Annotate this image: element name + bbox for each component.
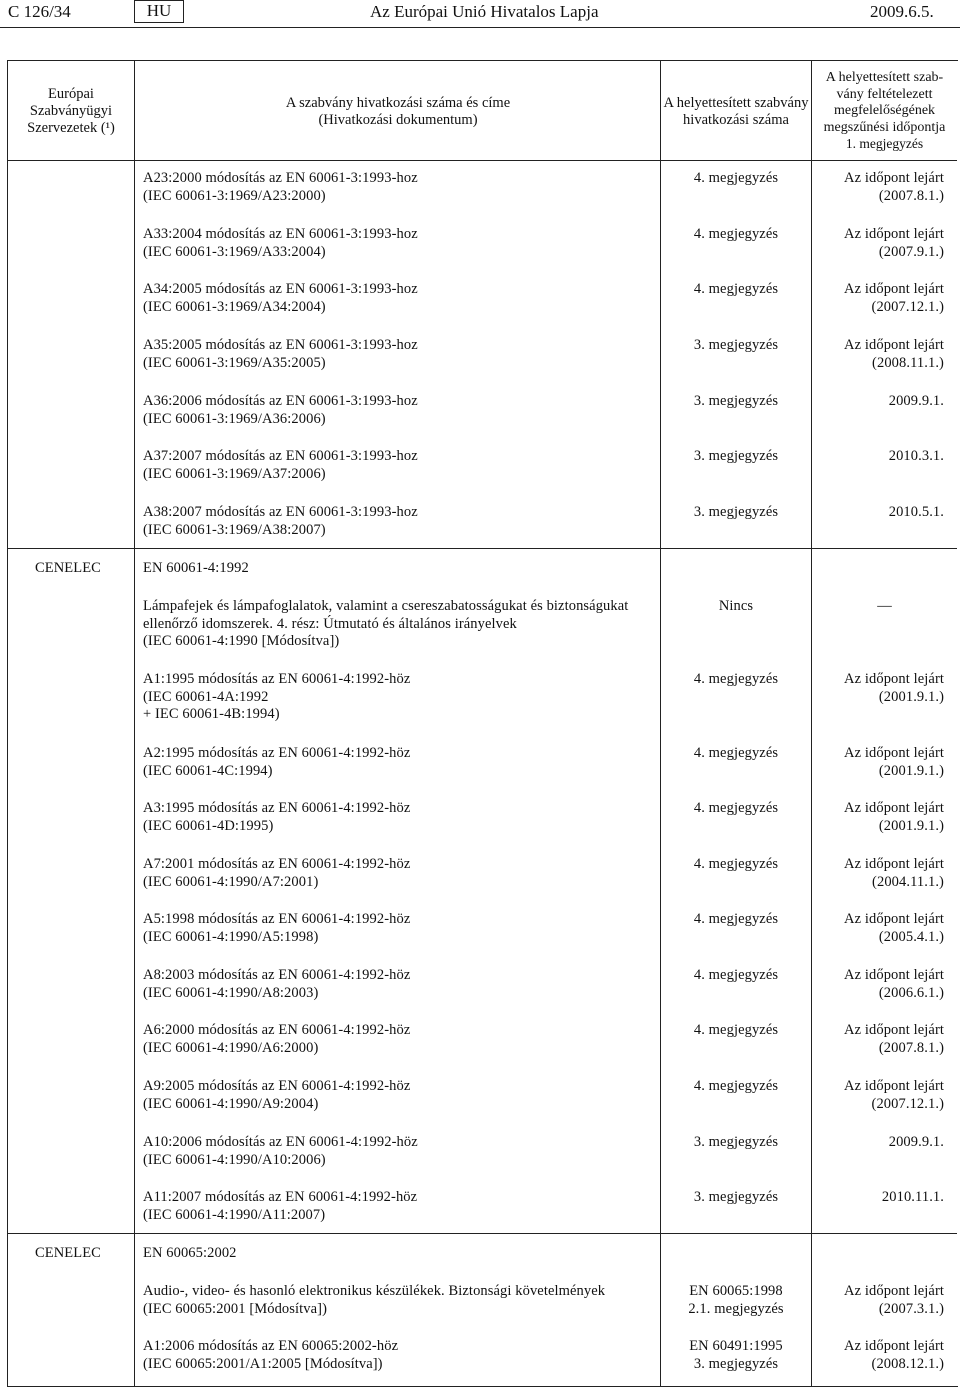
reference-cell — [143, 1338, 398, 1373]
reference-cell — [143, 170, 418, 205]
language-code-box: HU — [134, 0, 184, 23]
cessation-date-cell — [812, 337, 944, 372]
reference-cell-line: A2:1995 módosítás az EN 60061-4:1992-höz — [143, 745, 411, 761]
reference-cell-line: (IEC 60061-4A:1992 — [143, 688, 269, 705]
cessation-date-cell-line: 2010.5.1. — [888, 504, 944, 520]
reference-cell-line: A5:1998 módosítás az EN 60061-4:1992-höz — [143, 911, 411, 927]
cessation-date-cell-line: Az időpont lejárt — [844, 281, 944, 297]
cessation-date-cell-line: (2007.9.1.) — [878, 243, 944, 260]
reference-cell-line: (IEC 60061-4:1990/A10:2006) — [143, 1151, 326, 1168]
column-header-organisation: Európai Szabványügyi Szervezetek (¹) — [27, 86, 115, 136]
reference-cell-line: (IEC 60061-3:1969/A35:2005) — [143, 354, 326, 371]
reference-cell — [143, 226, 418, 261]
cessation-date-cell-line: Az időpont lejárt — [844, 1283, 944, 1299]
cessation-date-cell-line: Az időpont lejárt — [844, 1078, 944, 1094]
reference-cell-line: A3:1995 módosítás az EN 60061-4:1992-höz — [143, 800, 411, 816]
reference-cell — [143, 281, 418, 316]
reference-cell-line: A6:2000 módosítás az EN 60061-4:1992-höz — [143, 1022, 411, 1038]
reference-cell-line: A33:2004 módosítás az EN 60061-3:1993-hoz — [143, 226, 418, 242]
reference-cell-line: (IEC 60061-3:1969/A33:2004) — [143, 243, 326, 260]
superseded-cell — [662, 1283, 810, 1318]
reference-cell-line: (IEC 60065:2001/A1:2005 [Módosítva]) — [143, 1355, 383, 1372]
reference-cell-line: (IEC 60061-4:1990/A6:2000) — [143, 1039, 319, 1056]
cessation-date-cell — [812, 911, 944, 946]
header-row-divider — [7, 160, 957, 161]
superseded-cell — [662, 393, 810, 411]
superseded-cell-line: 4. megjegyzés — [693, 1022, 779, 1038]
reference-cell — [143, 560, 249, 578]
reference-cell-line: A37:2007 módosítás az EN 60061-3:1993-hoz — [143, 448, 418, 464]
reference-cell-line: EN 60061-4:1992 — [143, 560, 249, 576]
reference-cell-line: EN 60065:2002 — [143, 1245, 237, 1261]
journal-header — [0, 0, 960, 26]
cessation-date-cell-line: (2007.12.1.) — [871, 1095, 944, 1112]
cessation-date-cell — [812, 800, 944, 835]
reference-cell — [143, 856, 410, 891]
cessation-date-cell-line: (2007.8.1.) — [878, 1039, 944, 1056]
superseded-cell-line: 4. megjegyzés — [693, 967, 779, 983]
superseded-cell-line: 3. megjegyzés — [693, 504, 779, 520]
organisation-cell — [35, 1245, 101, 1263]
reference-cell-line: (IEC 60061-4:1990 [Módosítva]) — [143, 633, 340, 649]
cessation-date-cell-line: Az időpont lejárt — [844, 226, 944, 242]
reference-cell-line: A1:2006 módosítás az EN 60065:2002-höz — [143, 1338, 399, 1354]
cessation-date-cell-line: Az időpont lejárt — [844, 1022, 944, 1038]
journal-title: Az Európai Unió Hivatalos Lapja — [370, 2, 599, 21]
cessation-date-cell — [812, 1283, 944, 1318]
superseded-cell — [662, 671, 810, 689]
cessation-date-cell-line: Az időpont lejárt — [844, 911, 944, 927]
cessation-date-cell — [812, 504, 944, 522]
reference-cell-line: A36:2006 módosítás az EN 60061-3:1993-hoz — [143, 393, 418, 409]
superseded-cell-line: 3. megjegyzés — [693, 337, 779, 353]
cessation-date-cell-line: 2010.11.1. — [881, 1189, 944, 1205]
superseded-cell-line: Nincs — [718, 598, 754, 614]
reference-cell-line: A11:2007 módosítás az EN 60061-4:1992-höz — [143, 1189, 418, 1205]
superseded-cell — [662, 170, 810, 188]
superseded-cell-line: 2.1. megjegyzés — [688, 1300, 784, 1317]
superseded-cell — [662, 967, 810, 985]
column-header-cessation-date: A helyettesített szab- vány feltételezett megfelelőségének megszűnési időpontja 1. megjegyzés — [823, 70, 946, 151]
reference-cell-line: (IEC 60061-3:1969/A36:2006) — [143, 410, 326, 427]
cessation-date-cell — [812, 393, 944, 411]
reference-cell — [143, 800, 410, 835]
superseded-cell — [662, 448, 810, 466]
cessation-date-cell — [812, 598, 957, 616]
cessation-date-cell — [812, 170, 944, 205]
group-divider — [7, 548, 957, 549]
superseded-cell — [662, 504, 810, 522]
superseded-cell-line: 3. megjegyzés — [693, 393, 779, 409]
column-header-reference: A szabvány hivatkozási száma és címe (Hivatkozási dokumentum) — [285, 95, 511, 128]
cessation-date-cell-line: (2006.6.1.) — [878, 984, 944, 1001]
cessation-date-cell-line: (2008.12.1.) — [871, 1355, 944, 1372]
cessation-date-cell — [812, 1338, 944, 1373]
superseded-cell-line: 3. megjegyzés — [693, 1189, 779, 1205]
superseded-cell-line: 4. megjegyzés — [693, 745, 779, 761]
reference-cell-line: A34:2005 módosítás az EN 60061-3:1993-hoz — [143, 281, 418, 297]
reference-cell-line: Audio-, video- és hasonló elektronikus készülékek. Biztonsági követelmények — [143, 1283, 606, 1299]
column-header-superseded: A helyettesített szabvány hivatkozási száma — [663, 95, 809, 128]
superseded-cell — [662, 856, 810, 874]
reference-cell — [143, 911, 410, 946]
header-rule — [0, 27, 960, 28]
organisation-cell-line: CENELEC — [35, 560, 101, 576]
reference-cell-line: (IEC 60061-3:1969/A23:2000) — [143, 187, 326, 204]
reference-cell-line: + IEC 60061-4B:1994) — [143, 706, 280, 722]
column-divider-org — [134, 60, 135, 1386]
reference-cell-line: A23:2000 módosítás az EN 60061-3:1993-hoz — [143, 170, 418, 186]
cessation-date-cell — [812, 967, 944, 1002]
superseded-cell-line: 4. megjegyzés — [693, 226, 779, 242]
cessation-date-cell-line: Az időpont lejárt — [844, 1338, 944, 1354]
cessation-date-cell — [812, 1134, 944, 1152]
reference-cell-line: (IEC 60061-3:1969/A34:2004) — [143, 298, 326, 315]
column-divider-ref — [660, 60, 661, 1386]
reference-cell-line: A38:2007 módosítás az EN 60061-3:1993-hoz — [143, 504, 418, 520]
reference-cell — [143, 1134, 418, 1169]
reference-cell-line: A8:2003 módosítás az EN 60061-4:1992-höz — [143, 967, 411, 983]
reference-cell-line: A1:1995 módosítás az EN 60061-4:1992-höz — [143, 671, 411, 687]
reference-cell — [143, 671, 410, 724]
superseded-cell — [662, 337, 810, 355]
cessation-date-cell — [812, 281, 944, 316]
page-number: C 126/34 — [8, 2, 71, 21]
reference-cell — [143, 967, 410, 1002]
superseded-cell — [662, 911, 810, 929]
cessation-date-cell — [812, 1022, 944, 1057]
superseded-cell-line: 3. megjegyzés — [693, 1134, 779, 1150]
superseded-cell-line: 4. megjegyzés — [693, 911, 779, 927]
cessation-date-cell-line: Az időpont lejárt — [844, 856, 944, 872]
reference-cell-line: (IEC 60061-4:1990/A7:2001) — [143, 873, 319, 890]
cessation-date-cell-line: Az időpont lejárt — [844, 671, 944, 687]
cessation-date-cell — [812, 448, 944, 466]
superseded-cell-line: 3. megjegyzés — [693, 448, 779, 464]
superseded-cell — [662, 800, 810, 818]
reference-cell — [143, 745, 410, 780]
cessation-date-cell-line: — — [877, 598, 892, 614]
cessation-date-cell-line: 2010.3.1. — [888, 448, 944, 464]
cessation-date-cell — [812, 856, 944, 891]
reference-cell-line: (IEC 60061-3:1969/A37:2006) — [143, 465, 326, 482]
cessation-date-cell — [812, 671, 944, 706]
reference-cell — [143, 1078, 410, 1113]
cessation-date-cell — [812, 226, 944, 261]
superseded-cell-line: 4. megjegyzés — [693, 671, 779, 687]
superseded-cell-line: 4. megjegyzés — [693, 170, 779, 186]
superseded-cell — [662, 598, 810, 616]
reference-cell — [143, 448, 418, 483]
reference-cell — [143, 337, 418, 372]
cessation-date-cell-line: 2009.9.1. — [888, 1134, 944, 1150]
cessation-date-cell — [812, 745, 944, 780]
group-divider — [7, 1233, 957, 1234]
cessation-date-cell-line: (2007.3.1.) — [878, 1300, 944, 1317]
reference-cell — [143, 1283, 605, 1318]
reference-cell-line: A7:2001 módosítás az EN 60061-4:1992-höz — [143, 856, 411, 872]
cessation-date-cell-line: (2001.9.1.) — [878, 817, 944, 834]
cessation-date-cell-line: (2007.12.1.) — [871, 298, 944, 315]
superseded-cell — [662, 281, 810, 299]
organisation-cell-line: CENELEC — [35, 1245, 101, 1261]
superseded-cell — [662, 1022, 810, 1040]
reference-cell-line: A35:2005 módosítás az EN 60061-3:1993-hoz — [143, 337, 418, 353]
cessation-date-cell-line: (2001.9.1.) — [878, 688, 944, 705]
reference-cell — [143, 1189, 417, 1224]
cessation-date-cell-line: (2007.8.1.) — [878, 187, 944, 204]
superseded-cell — [662, 1134, 810, 1152]
cessation-date-cell — [812, 1189, 944, 1207]
publication-date: 2009.6.5. — [870, 2, 934, 21]
cessation-date-cell-line: Az időpont lejárt — [844, 967, 944, 983]
reference-cell-line: (IEC 60061-4:1990/A8:2003) — [143, 984, 319, 1001]
reference-cell — [143, 393, 418, 428]
reference-cell — [143, 504, 418, 539]
reference-cell-line: (IEC 60065:2001 [Módosítva]) — [143, 1300, 328, 1317]
cessation-date-cell-line: (2004.11.1.) — [872, 873, 944, 890]
reference-cell-line: (IEC 60061-4:1990/A9:2004) — [143, 1095, 319, 1112]
cessation-date-cell-line: (2001.9.1.) — [878, 762, 944, 779]
reference-cell — [143, 598, 628, 651]
reference-cell-line: A10:2006 módosítás az EN 60061-4:1992-höz — [143, 1134, 418, 1150]
reference-cell-line: Lámpafejek és lámpafoglalatok, valamint a csereszabatosságukat és biztonságukat — [143, 598, 629, 614]
cessation-date-cell-line: Az időpont lejárt — [844, 337, 944, 353]
reference-cell-line: A9:2005 módosítás az EN 60061-4:1992-höz — [143, 1078, 411, 1094]
superseded-cell — [662, 226, 810, 244]
cessation-date-cell-line: (2005.4.1.) — [878, 928, 944, 945]
superseded-cell-line: 4. megjegyzés — [693, 1078, 779, 1094]
cessation-date-cell-line: Az időpont lejárt — [844, 745, 944, 761]
superseded-cell-line: EN 60491:1995 — [689, 1338, 783, 1354]
reference-cell-line: (IEC 60061-4D:1995) — [143, 817, 274, 834]
superseded-cell — [662, 1189, 810, 1207]
superseded-cell-line: 4. megjegyzés — [693, 856, 779, 872]
superseded-cell-line: 3. megjegyzés — [693, 1355, 779, 1372]
reference-cell-line: (IEC 60061-4:1990/A5:1998) — [143, 928, 319, 945]
superseded-cell — [662, 745, 810, 763]
superseded-cell — [662, 1078, 810, 1096]
superseded-cell — [662, 1338, 810, 1373]
cessation-date-cell — [812, 1078, 944, 1113]
superseded-cell-line: 4. megjegyzés — [693, 800, 779, 816]
reference-cell-line: (IEC 60061-4:1990/A11:2007) — [143, 1206, 326, 1223]
reference-cell-line: ellenőrző idomszerek. 4. rész: Útmutató és általános irányelvek — [143, 615, 517, 632]
cessation-date-cell-line: Az időpont lejárt — [844, 170, 944, 186]
cessation-date-cell-line: (2008.11.1.) — [872, 354, 944, 371]
superseded-cell-line: 4. megjegyzés — [693, 281, 779, 297]
reference-cell-line: (IEC 60061-3:1969/A38:2007) — [143, 521, 326, 538]
reference-cell — [143, 1022, 410, 1057]
organisation-cell — [35, 560, 101, 578]
cessation-date-cell-line: Az időpont lejárt — [844, 800, 944, 816]
superseded-cell-line: EN 60065:1998 — [689, 1283, 783, 1299]
reference-cell-line: (IEC 60061-4C:1994) — [143, 762, 273, 779]
reference-cell — [143, 1245, 237, 1263]
cessation-date-cell-line: 2009.9.1. — [888, 393, 944, 409]
